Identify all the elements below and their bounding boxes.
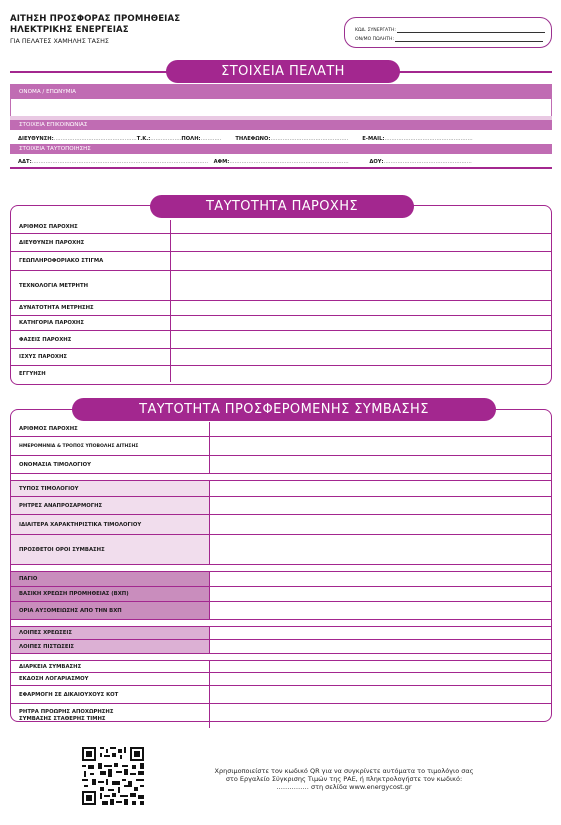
table-row <box>11 366 551 382</box>
row-value-field[interactable] <box>171 220 551 233</box>
row-label: ΤΥΠΟΣ ΤΙΜΟΛΟΓΙΟΥ <box>11 481 210 496</box>
row-value-field[interactable] <box>210 481 551 496</box>
city-field[interactable]: ………… <box>200 136 222 142</box>
identity-band: ΣΤΟΙΧΕΙΑ ΤΑΥΤΟΠΟΙΗΣΗΣ <box>10 144 552 154</box>
qr-code-icon <box>80 745 146 807</box>
contract-banner: ΤΑΥΤΟΤΗΤΑ ΠΡΟΣΦΕΡΟΜΕΝΗΣ ΣΥΜΒΑΣΗΣ <box>72 398 496 421</box>
row-label: ΔΥΝΑΤΟΤΗΤΑ ΜΕΤΡΗΣΗΣ <box>11 301 171 315</box>
afm-label: ΑΦΜ: <box>213 159 230 165</box>
supply-banner: ΤΑΥΤΟΤΗΤΑ ΠΑΡΟΧΗΣ <box>150 195 414 218</box>
row-label: ΗΜΕΡΟΜΗΝΙΑ & ΤΡΟΠΟΣ ΥΠΟΒΟΛΗΣ ΑΙΤΗΣΗΣ <box>11 437 210 455</box>
row-value-field[interactable] <box>210 686 551 703</box>
city-label: ΠΟΛΗ: <box>181 136 201 142</box>
row-value-field[interactable] <box>171 271 551 300</box>
table-row <box>11 349 551 366</box>
row-label-line1: ΡΗΤΡΑ ΠΡΟΩΡΗΣ ΑΠΟΧΩΡΗΣΗΣ <box>19 709 114 716</box>
phone-field[interactable]: ……………………………………… <box>270 136 349 142</box>
row-label: ΕΦΑΡΜΟΓΗ ΣΕ ΔΙΚΑΙΟΥΧΟΥΣ ΚΟΤ <box>11 686 210 703</box>
footer-text <box>164 767 524 792</box>
doy-field[interactable]: …………………………………………… <box>383 159 472 165</box>
seller-name-label: ΟΝ/ΜΟ ΠΩΛΗΤΗ: <box>355 37 395 42</box>
row-value-field[interactable] <box>210 497 551 514</box>
partner-code-label: ΚΩΔ. ΣΥΝΕΡΓΑΤΗ: <box>355 28 396 33</box>
seller-name-field[interactable] <box>355 33 551 42</box>
spacer-row <box>11 565 551 572</box>
form-title-line2: ΗΛΕΚΤΡΙΚΗΣ ΕΝΕΡΓΕΙΑΣ <box>10 25 129 35</box>
row-label-line2: ΣΥΜΒΑΣΗΣ ΣΤΑΘΕΡΗΣ ΤΙΜΗΣ <box>19 716 106 722</box>
row-label: ΙΣΧΥΣ ΠΑΡΟΧΗΣ <box>11 349 171 365</box>
table-row <box>11 252 551 271</box>
customer-banner: ΣΤΟΙΧΕΙΑ ΠΕΛΑΤΗ <box>166 60 400 83</box>
row-label: ΕΓΓΥΗΣΗ <box>11 366 171 382</box>
row-value-field[interactable] <box>210 587 551 601</box>
form-header <box>10 14 350 46</box>
contact-row <box>10 130 552 144</box>
row-value-field[interactable] <box>210 627 551 639</box>
name-input-area[interactable] <box>10 99 552 116</box>
row-label: ΒΑΣΙΚΗ ΧΡΕΩΣΗ ΠΡΟΜΗΘΕΙΑΣ (ΒΧΠ) <box>11 587 210 601</box>
doy-label: ΔΟΥ: <box>369 159 384 165</box>
table-row <box>11 234 551 252</box>
row-label <box>11 704 210 728</box>
table-row <box>11 572 551 587</box>
table-row <box>11 301 551 316</box>
contract-table <box>11 422 551 728</box>
row-label: ΔΙΕΥΘΥΝΣΗ ΠΑΡΟΧΗΣ <box>11 234 171 251</box>
footer-line1: Χρησιμοποιείστε τον κωδικό QR για να συγκρίνετε αυτόματα το τιμολόγιο σας <box>214 767 474 775</box>
row-value-field[interactable] <box>210 704 551 728</box>
table-row <box>11 220 551 234</box>
row-value-field[interactable] <box>171 349 551 365</box>
divider-line <box>398 71 552 73</box>
table-row <box>11 437 551 456</box>
row-label: ΛΟΙΠΕΣ ΧΡΕΩΣΕΙΣ <box>11 627 210 639</box>
table-row <box>11 587 551 602</box>
customer-section <box>10 84 552 169</box>
table-row <box>11 316 551 331</box>
row-label: ΠΡΟΣΘΕΤΟΙ ΟΡΟΙ ΣΥΜΒΑΣΗΣ <box>11 535 210 564</box>
partner-code-blank[interactable] <box>397 28 545 33</box>
table-row <box>11 686 551 704</box>
spacer-row <box>11 654 551 661</box>
table-row <box>11 661 551 673</box>
row-value-field[interactable] <box>171 331 551 348</box>
row-label: ΙΔΙΑΙΤΕΡΑ ΧΑΡΑΚΤΗΡΙΣΤΙΚΑ ΤΙΜΟΛΟΓΙΟΥ <box>11 515 210 534</box>
row-label: ΓΕΩΠΛΗΡΟΦΟΡΙΑΚΟ ΣΤΙΓΜΑ <box>11 252 171 270</box>
row-value-field[interactable] <box>210 640 551 653</box>
table-row <box>11 456 551 474</box>
supply-table <box>11 220 551 382</box>
row-value-field[interactable] <box>210 602 551 619</box>
row-value-field[interactable] <box>210 661 551 672</box>
table-row <box>11 627 551 640</box>
address-label: ΔΙΕΥΘΥΝΣΗ: <box>18 136 54 142</box>
row-value-field[interactable] <box>210 437 551 455</box>
table-row <box>11 422 551 437</box>
table-row <box>11 331 551 349</box>
table-row <box>11 515 551 535</box>
footer-line3: …………… στη σελίδα www.energycost.gr <box>276 783 412 792</box>
row-label: ΑΡΙΘΜΟΣ ΠΑΡΟΧΗΣ <box>11 422 210 436</box>
table-row <box>11 704 551 728</box>
row-label: ΤΕΧΝΟΛΟΓΙΑ ΜΕΤΡΗΤΗ <box>11 271 171 300</box>
row-label: ΚΑΤΗΓΟΡΙΑ ΠΑΡΟΧΗΣ <box>11 316 171 330</box>
row-value-field[interactable] <box>210 535 551 564</box>
footer <box>80 745 540 805</box>
row-value-field[interactable] <box>171 366 551 382</box>
spacer-row <box>11 620 551 627</box>
row-label: ΛΟΙΠΕΣ ΠΙΣΤΩΣΕΙΣ <box>11 640 210 653</box>
identity-row <box>10 154 552 169</box>
table-row <box>11 640 551 654</box>
row-value-field[interactable] <box>171 234 551 251</box>
row-value-field[interactable] <box>171 316 551 330</box>
table-row <box>11 535 551 565</box>
email-field[interactable]: …………………………………………… <box>384 136 473 142</box>
spacer-row <box>11 474 551 481</box>
row-label: ΔΙΑΡΚΕΙΑ ΣΥΜΒΑΣΗΣ <box>11 661 210 672</box>
row-value-field[interactable] <box>210 422 551 436</box>
row-label: ΕΚΔΟΣΗ ΛΟΓΑΡΙΑΣΜΟΥ <box>11 673 210 685</box>
adt-label: ΑΔΤ: <box>18 159 32 165</box>
seller-name-blank[interactable] <box>395 37 543 42</box>
table-row <box>11 271 551 301</box>
tk-field[interactable]: ……………… <box>150 136 182 142</box>
table-row <box>11 602 551 620</box>
table-row <box>11 497 551 515</box>
form-title-line1: ΑΙΤΗΣΗ ΠΡΟΣΦΟΡΑΣ ΠΡΟΜΗΘΕΙΑΣ <box>10 14 181 24</box>
row-value-field[interactable] <box>210 456 551 473</box>
row-value-field[interactable] <box>171 252 551 270</box>
partner-code-field[interactable] <box>355 24 551 33</box>
row-value-field[interactable] <box>171 301 551 315</box>
row-value-field[interactable] <box>210 515 551 534</box>
phone-label: ΤΗΛΕΦΩΝΟ: <box>235 136 271 142</box>
adt-field[interactable]: ………………………………………………………………………………………… <box>31 159 208 165</box>
address-field[interactable]: ………………………………………… <box>53 136 137 142</box>
table-row <box>11 673 551 686</box>
form-subtitle: ΓΙΑ ΠΕΛΑΤΕΣ ΧΑΜΗΛΗΣ ΤΑΣΗΣ <box>10 37 109 45</box>
table-row <box>11 481 551 497</box>
name-band: ΟΝΟΜΑ / ΕΠΩΝΥΜΙΑ <box>10 84 552 99</box>
row-label: ΟΝΟΜΑΣΙΑ ΤΙΜΟΛΟΓΙΟΥ <box>11 456 210 473</box>
row-label: ΡΗΤΡΕΣ ΑΝΑΠΡΟΣΑΡΜΟΓΗΣ <box>11 497 210 514</box>
row-label: ΦΑΣΕΙΣ ΠΑΡΟΧΗΣ <box>11 331 171 348</box>
tk-label: Τ.Κ.: <box>136 136 151 142</box>
partner-code-box <box>344 17 552 48</box>
row-label: ΟΡΙΑ ΑΥΞΟΜΕΙΩΣΗΣ ΑΠΟ ΤΗΝ ΒΧΠ <box>11 602 210 619</box>
email-label: E-MAIL: <box>362 136 385 142</box>
footer-line2: στο Εργαλείο Σύγκρισης Τιμών της ΡΑΕ, ή πληκτρολογήστε τον κωδικό: <box>225 775 463 784</box>
row-value-field[interactable] <box>210 673 551 685</box>
contact-band: ΣΤΟΙΧΕΙΑ ΕΠΙΚΟΙΝΩΝΙΑΣ <box>10 120 552 130</box>
afm-field[interactable]: …………………………………………………………… <box>229 159 349 165</box>
row-value-field[interactable] <box>210 572 551 586</box>
row-label: ΑΡΙΘΜΟΣ ΠΑΡΟΧΗΣ <box>11 220 171 233</box>
divider-line <box>10 71 168 73</box>
row-label: ΠΑΓΙΟ <box>11 572 210 586</box>
